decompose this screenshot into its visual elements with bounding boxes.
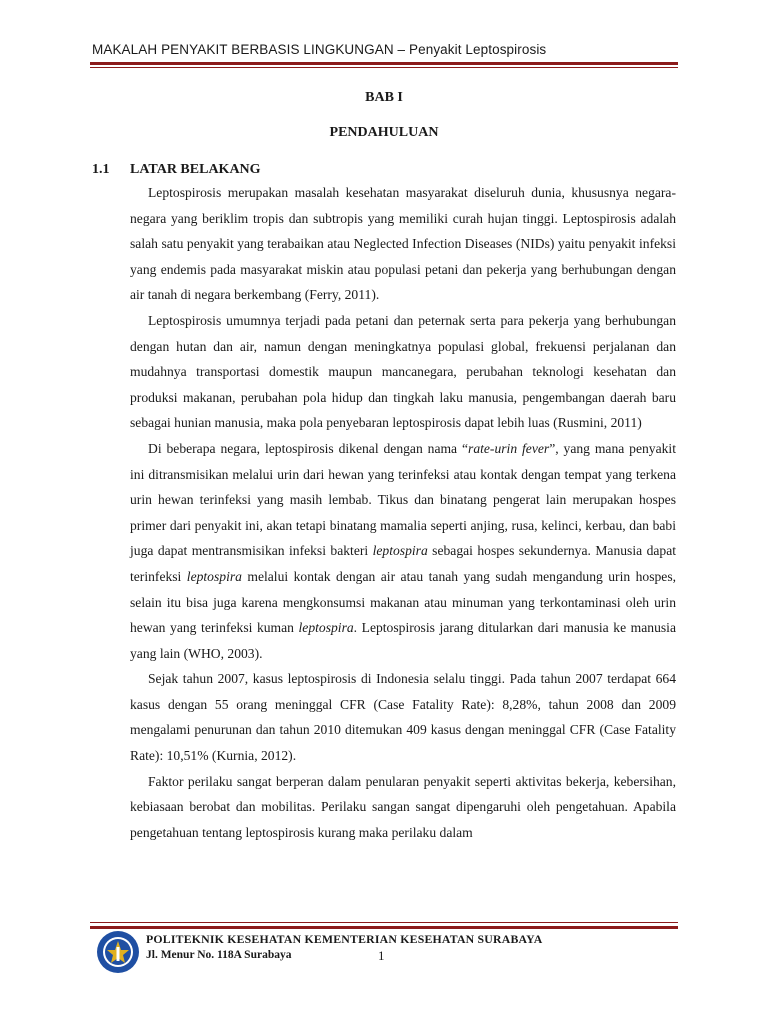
section-title: LATAR BELAKANG xyxy=(130,162,261,177)
paragraph: Sejak tahun 2007, kasus leptospirosis di Indonesia selalu tinggi. Pada tahun 2007 terdapat 664 kasus dengan 55 orang meninggal CFR (Case Fatality Rate): 8,28%, tahun 2008 dan 2009 mengalami penurunan dan tahun 2010 ditemukan 409 kasus dengan meninggal CFR (Case Fatality Rate): 10,51% (Kurnia, 2012). xyxy=(130,671,676,764)
footer-rule-thin xyxy=(90,922,678,923)
chapter-title: PENDAHULUAN xyxy=(329,125,439,140)
section-number: 1.1 xyxy=(92,162,110,177)
chapter-label: BAB I xyxy=(365,90,403,105)
paragraph: Leptospirosis merupakan masalah kesehatan masyarakat diseluruh dunia, khususnya negara-negara yang beriklim tropis dan subtropis yang memiliki curah hujan tinggi. Leptospirosis adalah salah satu penyakit yang terabaikan atau Neglected Infection Diseases (NIDs) yaitu penyakit infeksi yang endemis pada masyarakat miskin atau populasi petani dan pekerja yang berhubungan dengan air tanah di negara berkembang (Ferry, 2011). xyxy=(130,185,676,303)
paragraph xyxy=(130,436,676,666)
text-run: Di beberapa negara, leptospirosis dikenal dengan nama “ xyxy=(148,440,469,456)
paragraph: Leptospirosis umumnya terjadi pada petani dan peternak serta para pekerja yang berhubungan dengan hutan dan air, namun dengan meningkatnya populasi global, frekuensi perjalanan dan mudahnya transportasi domestik maupun mancanegara, perubahan teknologi kesehatan dan produksi makanan, perubahan pola hidup dan tingkah laku manusia, pengembangan daerah baru sebagai hunian manusia, maka pola penyebaran leptospirosis dapat lebih luas (Rusmini, 2011) xyxy=(130,312,676,431)
header-title: MAKALAH PENYAKIT BERBASIS LINGKUNGAN – Penyakit Leptospirosis xyxy=(92,42,547,57)
footer-rule-thick xyxy=(90,926,678,929)
footer-institution: POLITEKNIK KESEHATAN KEMENTERIAN KESEHATAN SURABAYA xyxy=(146,932,543,946)
text-run: . Leptospirosis jarang ditularkan dari manusia ke manusia yang lain (WHO, 2003). xyxy=(130,620,676,661)
text-run: melalui kontak dengan air atau tanah yang sudah mengandung urin hospes, selain itu bisa juga karena mengkonsumsi makanan atau minuman yang terkontaminasi oleh urin hewan yang terinfeksi kuman xyxy=(130,568,677,636)
paragraph: Faktor perilaku sangat berperan dalam penularan penyakit seperti aktivitas bekerja, kebersihan, kebiasaan berobat dan mobilitas. Perilaku sangan sangat dipengaruhi oleh pengetahuan. Apabila pengetahuan tentang leptospirosis kurang maka perilaku dalam xyxy=(130,773,676,840)
institution-logo-icon xyxy=(96,930,140,974)
italic-term: leptospira xyxy=(372,543,428,559)
footer-address: Jl. Menur No. 118A Surabaya xyxy=(146,949,292,961)
header-rule-thin xyxy=(90,67,678,68)
header-rule-thick xyxy=(90,62,678,65)
text-run: sebagai hospes sekundernya. Manusia dapat terinfeksi xyxy=(130,543,677,584)
document-body xyxy=(130,180,676,845)
italic-term: leptospira xyxy=(186,568,242,584)
italic-term: rate-urin fever xyxy=(468,440,550,456)
page-number: 1 xyxy=(378,948,385,963)
italic-term: leptospira xyxy=(298,620,354,636)
text-run: ”, yang mana penyakit ini ditransmisikan melalui urin dari hewan yang terinfeksi atau kontak dengan tempat yang terkena urin hewan terinfeksi yang masih lembab. Tikus dan binatang pengerat lain merupakan hospes primer dari penyakit ini, akan tetapi binatang mamalia seperti anjing, rusa, kelinci, kerbau, dan babi juga dapat mentransmisikan infeksi bakteri xyxy=(130,440,676,559)
